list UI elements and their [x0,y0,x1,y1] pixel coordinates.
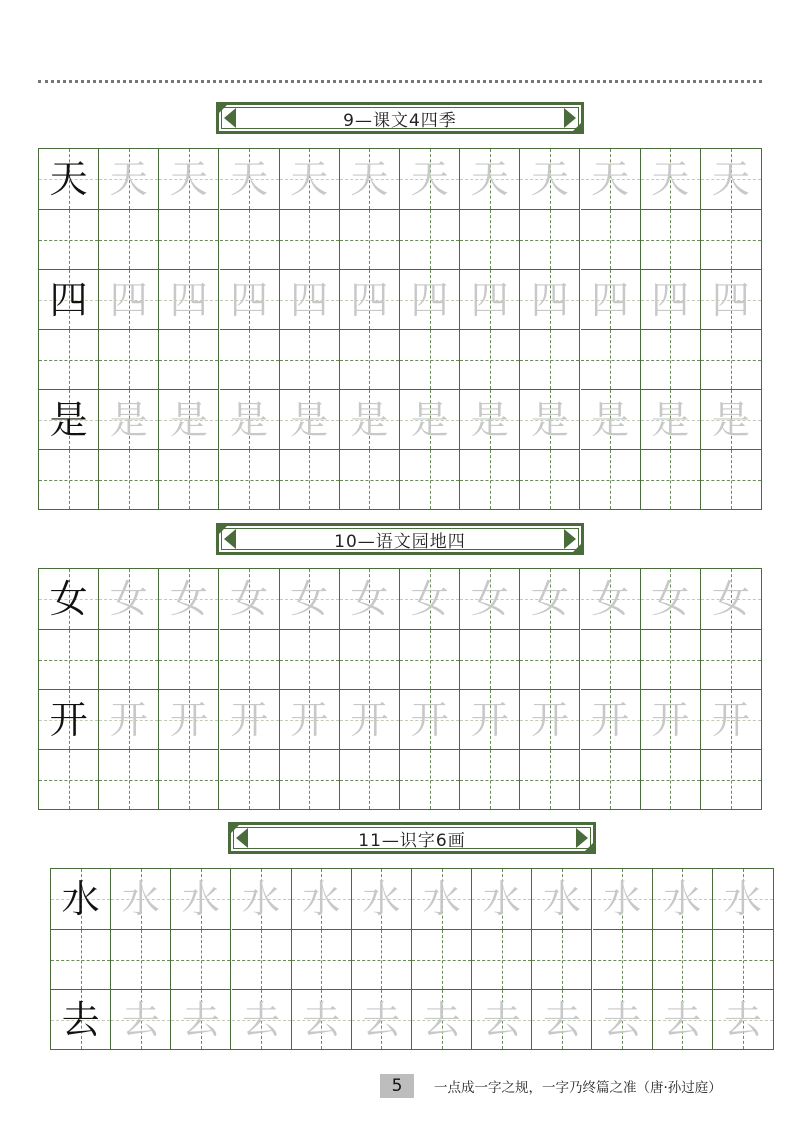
trace-character: 去 [663,997,702,1042]
banner-left-arrow-icon [224,529,236,549]
trace-character: 水 [302,877,341,921]
trace-char-cell [111,989,171,1049]
model-char-cell [39,269,99,329]
trace-character: 水 [181,877,220,921]
blank-cell [701,629,761,689]
blank-cell [713,929,773,989]
trace-character: 开 [470,697,509,742]
blank-cell [99,629,159,689]
blank-practice-row [51,929,773,989]
model-char-cell [51,989,111,1049]
blank-cell [99,209,159,269]
trace-char-cell [641,569,701,629]
trace-character: 是 [290,397,329,442]
trace-char-cell [641,389,701,449]
trace-char-cell [220,569,280,629]
blank-cell [111,929,171,989]
practice-grid-1 [38,148,762,510]
trace-character: 水 [663,877,702,921]
blank-cell [280,329,340,389]
trace-character: 开 [290,697,329,742]
blank-cell [641,329,701,389]
blank-cell [39,329,99,389]
trace-character: 水 [482,877,521,921]
trace-character: 是 [711,397,750,442]
trace-character: 女 [711,577,750,621]
blank-cell [340,749,400,809]
trace-character: 去 [242,997,281,1042]
trace-char-cell [340,149,400,209]
char-practice-row [39,269,761,329]
char-practice-row [39,389,761,449]
trace-character: 开 [530,697,569,742]
model-char-cell [39,149,99,209]
section-title: 11—识字6画 [358,830,466,851]
trace-char-cell [701,689,761,749]
trace-char-cell [460,569,520,629]
trace-char-cell [581,689,641,749]
trace-char-cell [220,149,280,209]
blank-cell [280,749,340,809]
trace-character: 开 [230,697,269,742]
blank-cell [159,449,219,509]
trace-char-cell [292,869,352,929]
blank-cell [220,329,280,389]
trace-char-cell [520,689,580,749]
trace-character: 天 [470,157,509,201]
char-practice-row [51,869,773,929]
blank-cell [220,749,280,809]
trace-char-cell [99,689,159,749]
blank-cell [51,929,111,989]
char-practice-row [39,149,761,209]
section-title: 10—语文园地四 [334,531,466,552]
trace-character: 去 [542,997,581,1042]
banner-left-arrow-icon [236,828,248,848]
blank-practice-row [39,749,761,809]
trace-character: 水 [121,877,160,921]
trace-char-cell [460,149,520,209]
trace-character: 水 [542,877,581,921]
blank-cell [653,929,713,989]
trace-character: 女 [470,577,509,621]
trace-char-cell [532,989,592,1049]
trace-char-cell [520,149,580,209]
trace-char-cell [653,989,713,1049]
blank-cell [400,749,460,809]
char-practice-row [39,569,761,629]
blank-cell [159,629,219,689]
trace-char-cell [581,269,641,329]
trace-character: 水 [422,877,461,921]
trace-character: 天 [410,157,449,201]
trace-char-cell [593,869,653,929]
blank-cell [292,929,352,989]
trace-char-cell [713,869,773,929]
blank-practice-row [39,209,761,269]
trace-char-cell [641,269,701,329]
trace-char-cell [340,569,400,629]
trace-char-cell [171,869,231,929]
model-char-cell [39,689,99,749]
trace-character: 女 [651,577,690,621]
trace-character: 天 [530,157,569,201]
blank-cell [520,749,580,809]
blank-cell [412,929,472,989]
page-number: 5 [380,1074,414,1098]
blank-cell [280,629,340,689]
trace-character: 开 [109,697,148,742]
blank-cell [340,449,400,509]
trace-character: 天 [591,157,630,201]
trace-character: 开 [169,697,208,742]
blank-cell [641,629,701,689]
trace-character: 四 [230,277,269,322]
trace-char-cell [220,389,280,449]
blank-cell [340,629,400,689]
blank-cell [701,209,761,269]
blank-cell [581,749,641,809]
blank-cell [400,629,460,689]
blank-cell [593,929,653,989]
blank-cell [460,749,520,809]
trace-char-cell [520,569,580,629]
trace-char-cell [352,869,412,929]
trace-char-cell [280,689,340,749]
trace-char-cell [532,869,592,929]
trace-character: 去 [723,997,762,1042]
blank-cell [99,329,159,389]
blank-cell [581,629,641,689]
trace-character: 开 [711,697,750,742]
model-char-cell [39,569,99,629]
trace-char-cell [99,389,159,449]
trace-char-cell [220,689,280,749]
char-practice-row [39,689,761,749]
blank-cell [701,749,761,809]
trace-character: 是 [230,397,269,442]
trace-character: 天 [290,157,329,201]
trace-char-cell [159,569,219,629]
trace-character: 女 [109,577,148,621]
trace-character: 天 [169,157,208,201]
trace-char-cell [400,389,460,449]
trace-character: 四 [651,277,690,322]
trace-char-cell [701,149,761,209]
trace-character: 四 [350,277,389,322]
trace-character: 去 [603,997,642,1042]
blank-cell [159,209,219,269]
blank-cell [400,449,460,509]
trace-char-cell [701,389,761,449]
trace-char-cell [159,269,219,329]
model-character: 开 [49,697,88,742]
trace-char-cell [472,869,532,929]
blank-cell [352,929,412,989]
banner-right-arrow-icon [576,828,588,848]
trace-char-cell [412,989,472,1049]
trace-char-cell [280,389,340,449]
trace-character: 开 [410,697,449,742]
trace-char-cell [400,149,460,209]
trace-char-cell [581,389,641,449]
trace-char-cell [99,269,159,329]
trace-character: 去 [482,997,521,1042]
model-character: 四 [49,277,88,322]
trace-char-cell [520,269,580,329]
blank-cell [220,209,280,269]
trace-char-cell [232,989,292,1049]
trace-character: 是 [169,397,208,442]
trace-character: 四 [470,277,509,322]
model-character: 天 [49,157,88,201]
blank-cell [220,629,280,689]
trace-character: 天 [711,157,750,201]
trace-char-cell [400,269,460,329]
trace-character: 女 [230,577,269,621]
trace-character: 开 [350,697,389,742]
trace-character: 是 [350,397,389,442]
trace-char-cell [340,269,400,329]
blank-cell [641,209,701,269]
blank-cell [460,449,520,509]
blank-cell [641,449,701,509]
blank-cell [39,209,99,269]
blank-cell [520,209,580,269]
trace-char-cell [99,569,159,629]
trace-character: 去 [181,997,220,1042]
blank-cell [171,929,231,989]
trace-char-cell [520,389,580,449]
blank-cell [280,449,340,509]
trace-character: 四 [410,277,449,322]
banner-left-arrow-icon [224,108,236,128]
blank-cell [220,449,280,509]
trace-char-cell [352,989,412,1049]
trace-character: 女 [169,577,208,621]
trace-character: 水 [242,877,281,921]
trace-char-cell [581,569,641,629]
blank-cell [39,449,99,509]
trace-character: 四 [290,277,329,322]
trace-character: 水 [723,877,762,921]
trace-character: 是 [470,397,509,442]
trace-char-cell [292,989,352,1049]
trace-character: 是 [530,397,569,442]
trace-character: 开 [591,697,630,742]
section-banner-2 [216,523,584,555]
top-dotted-rule [38,80,762,83]
trace-character: 是 [651,397,690,442]
blank-cell [460,209,520,269]
blank-cell [280,209,340,269]
trace-character: 四 [109,277,148,322]
blank-cell [701,449,761,509]
trace-char-cell [581,149,641,209]
trace-character: 开 [651,697,690,742]
trace-char-cell [460,269,520,329]
footer-quote: 一点成一字之规，一字乃终篇之准（唐·孙过庭） [434,1080,722,1096]
trace-char-cell [280,569,340,629]
blank-cell [400,209,460,269]
blank-cell [39,749,99,809]
blank-cell [701,329,761,389]
model-character: 女 [49,577,88,621]
trace-character: 去 [302,997,341,1042]
trace-character: 天 [230,157,269,201]
trace-character: 是 [109,397,148,442]
trace-character: 四 [530,277,569,322]
trace-character: 女 [591,577,630,621]
blank-cell [340,209,400,269]
trace-character: 天 [651,157,690,201]
trace-character: 天 [109,157,148,201]
trace-char-cell [220,269,280,329]
trace-char-cell [713,989,773,1049]
blank-cell [520,449,580,509]
blank-cell [159,749,219,809]
trace-character: 去 [422,997,461,1042]
trace-char-cell [280,269,340,329]
blank-cell [581,329,641,389]
blank-cell [340,329,400,389]
trace-char-cell [340,389,400,449]
blank-cell [460,329,520,389]
practice-grid-2 [38,568,762,810]
trace-character: 女 [290,577,329,621]
blank-practice-row [39,329,761,389]
trace-character: 女 [350,577,389,621]
blank-cell [472,929,532,989]
blank-cell [520,329,580,389]
banner-right-arrow-icon [564,108,576,128]
trace-char-cell [99,149,159,209]
trace-character: 四 [591,277,630,322]
trace-char-cell [159,389,219,449]
blank-cell [532,929,592,989]
trace-char-cell [159,149,219,209]
char-practice-row [51,989,773,1049]
trace-character: 是 [591,397,630,442]
trace-char-cell [280,149,340,209]
trace-char-cell [412,869,472,929]
section-title: 9—课文4四季 [343,110,457,131]
model-character: 是 [49,397,88,442]
blank-cell [520,629,580,689]
trace-character: 去 [362,997,401,1042]
trace-char-cell [111,869,171,929]
banner-right-arrow-icon [564,529,576,549]
trace-char-cell [171,989,231,1049]
trace-character: 女 [530,577,569,621]
blank-cell [581,209,641,269]
blank-practice-row [39,629,761,689]
trace-character: 天 [350,157,389,201]
blank-cell [99,749,159,809]
trace-char-cell [472,989,532,1049]
trace-char-cell [340,689,400,749]
section-banner-1 [216,102,584,134]
blank-cell [460,629,520,689]
model-char-cell [51,869,111,929]
trace-character: 水 [603,877,642,921]
trace-char-cell [400,689,460,749]
trace-character: 四 [711,277,750,322]
blank-cell [581,449,641,509]
trace-character: 四 [169,277,208,322]
trace-char-cell [232,869,292,929]
page-footer [380,1073,770,1099]
blank-cell [400,329,460,389]
blank-cell [232,929,292,989]
trace-char-cell [159,689,219,749]
trace-char-cell [593,989,653,1049]
blank-cell [641,749,701,809]
blank-cell [39,629,99,689]
model-character: 水 [61,877,100,921]
trace-char-cell [641,689,701,749]
trace-char-cell [701,569,761,629]
trace-char-cell [701,269,761,329]
trace-character: 水 [362,877,401,921]
trace-char-cell [653,869,713,929]
blank-cell [99,449,159,509]
model-char-cell [39,389,99,449]
trace-char-cell [641,149,701,209]
trace-char-cell [400,569,460,629]
practice-grid-3 [50,868,774,1050]
section-banner-3 [228,822,596,854]
trace-character: 去 [121,997,160,1042]
model-character: 去 [61,997,100,1042]
trace-char-cell [460,389,520,449]
trace-character: 女 [410,577,449,621]
blank-cell [159,329,219,389]
trace-char-cell [460,689,520,749]
blank-practice-row [39,449,761,509]
trace-character: 是 [410,397,449,442]
